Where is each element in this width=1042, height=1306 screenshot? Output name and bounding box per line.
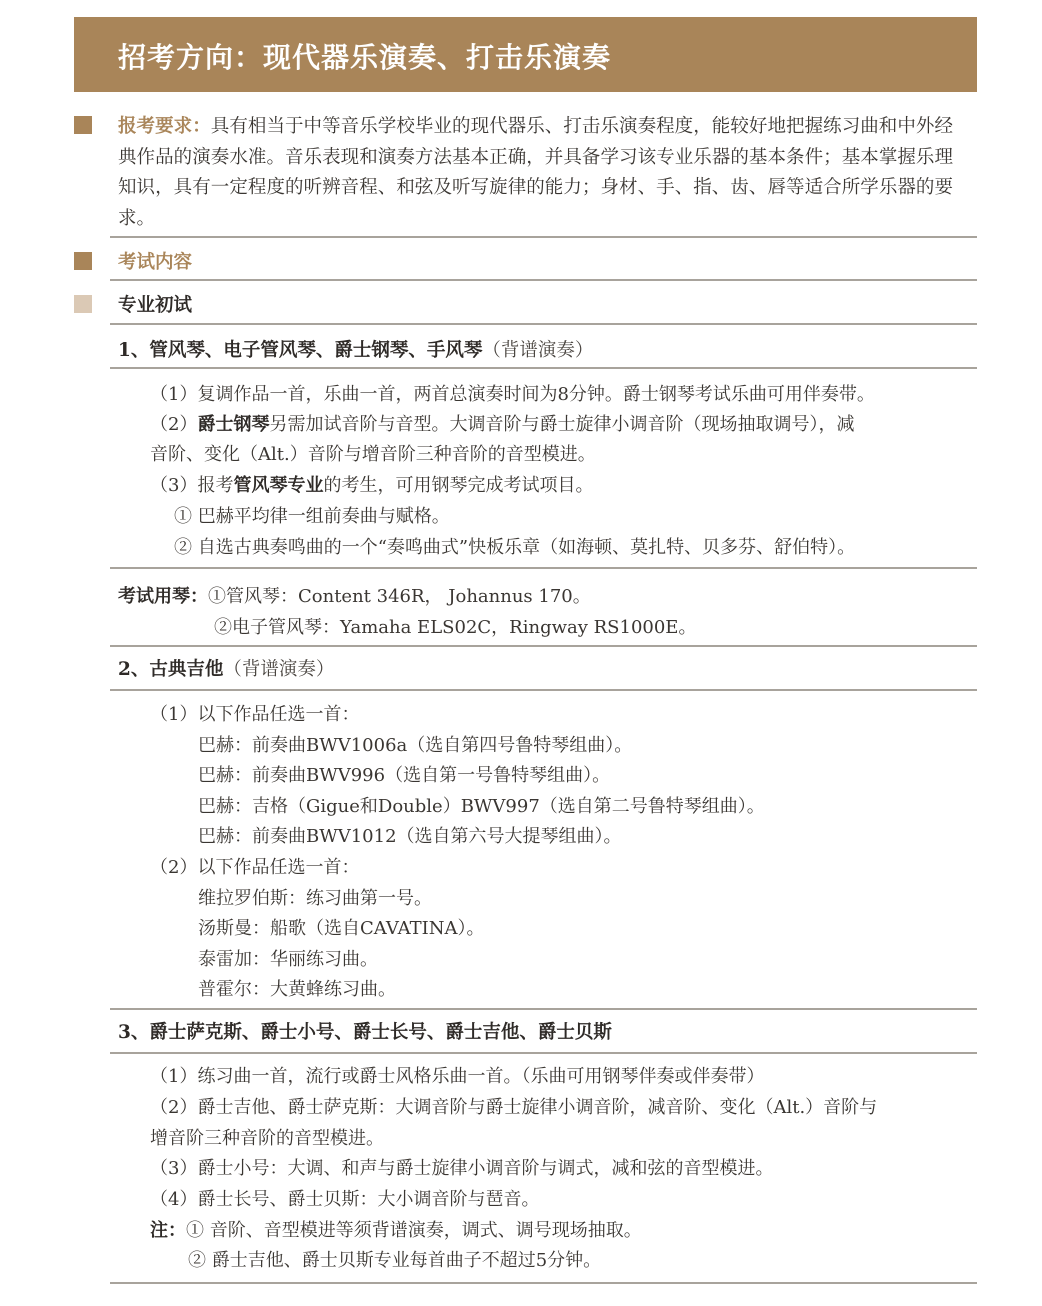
section3-item4: （4）爵士长号、爵士贝斯：大小调音阶与琶音。 xyxy=(150,1189,540,1210)
divider xyxy=(110,1052,977,1054)
section3-item1: （1）练习曲一首，流行或爵士风格乐曲一首。（乐曲可用钢琴伴奏或伴奏带） xyxy=(150,1066,765,1087)
note-label: 注： xyxy=(150,1220,186,1241)
section-marker-square xyxy=(74,252,92,270)
requirements-paragraph xyxy=(118,112,953,234)
section1-note: （背谱演奏） xyxy=(482,340,594,361)
requirements-text: 具有相当于中等音乐学校毕业的现代器乐、打击乐演奏程度，能较好地把握练习曲和中外经典作品的演奏水准。音乐表现和演奏方法基本正确，并具备学习该专业乐器的基本条件；基本掌握乐理知识，具有一定程度的听辨音程、和弦及听写旋律的能力；身材、手、指、齿、唇等适合所学乐器的要求。 xyxy=(118,116,953,229)
section3-item2: （2）爵士吉他、爵士萨克斯：大调音阶与爵士旋律小调音阶，减音阶、变化（Alt.）音阶与 xyxy=(150,1097,878,1118)
list-item: 汤斯曼：船歌（选自CAVATINA）。 xyxy=(198,918,485,939)
section1-item3: （3）报考管风琴专业的考生，可用钢琴完成考试项目。 xyxy=(150,475,594,496)
section1-item2: （2）爵士钢琴另需加试音阶与音型。大调音阶与爵士旋律小调音阶（现场抽取调号），减 xyxy=(150,414,855,435)
divider xyxy=(110,279,977,281)
section3-heading xyxy=(118,1018,612,1044)
section1-heading xyxy=(118,336,593,362)
instruments-label: 考试用琴： xyxy=(118,586,208,607)
divider xyxy=(110,236,977,238)
divider xyxy=(110,1282,977,1284)
divider xyxy=(110,567,977,569)
list-item: 维拉罗伯斯：练习曲第一号。 xyxy=(198,888,432,909)
divider xyxy=(110,367,977,369)
exam-content-heading: 考试内容 xyxy=(118,252,193,273)
section2-heading xyxy=(118,655,334,681)
page-title: 招考方向：现代器乐演奏、打击乐演奏 xyxy=(118,41,612,74)
section1-item2-line2: 音阶、变化（Alt.）音阶与增音阶三种音阶的音型模进。 xyxy=(150,444,596,465)
instruments-line2: ②电子管风琴：Yamaha ELS02C，Ringway RS1000E。 xyxy=(214,617,697,638)
jazz-piano-emphasis: 爵士钢琴 xyxy=(197,414,270,435)
divider xyxy=(110,689,977,691)
section3-item3: （3）爵士小号：大调、和声与爵士旋律小调音阶与调式，减和弦的音型模进。 xyxy=(150,1158,774,1179)
divider xyxy=(110,1008,977,1010)
requirements-label: 报考要求： xyxy=(118,116,211,137)
subsection-marker-square xyxy=(74,295,92,313)
list-item: 普霍尔：大黄蜂练习曲。 xyxy=(198,979,396,1000)
divider xyxy=(110,645,977,647)
section1-item3-sub1: ① 巴赫平均律一组前奏曲与赋格。 xyxy=(174,506,450,527)
section1-title: 1、管风琴、电子管风琴、爵士钢琴、手风琴 xyxy=(118,340,483,361)
divider xyxy=(110,323,977,325)
section2-title: 2、古典吉他 xyxy=(118,659,224,680)
list-item: 泰雷加：华丽练习曲。 xyxy=(198,949,378,970)
section3-item2-line2: 增音阶三种音阶的音型模进。 xyxy=(150,1128,384,1149)
list-item: 巴赫：前奏曲BWV1012（选自第六号大提琴组曲）。 xyxy=(198,826,622,847)
list-item: 巴赫：前奏曲BWV996（选自第一号鲁特琴组曲）。 xyxy=(198,765,611,786)
list-item: 巴赫：前奏曲BWV1006a（选自第四号鲁特琴组曲）。 xyxy=(198,735,633,756)
instruments-line1: 考试用琴：①管风琴：Content 346R， Johannus 170。 xyxy=(118,586,591,607)
section-marker-square xyxy=(74,116,92,134)
section3-note1: 注：① 音阶、音型模进等须背谱演奏，调式、调号现场抽取。 xyxy=(150,1220,642,1241)
section3-title: 3、爵士萨克斯、爵士小号、爵士长号、爵士吉他、爵士贝斯 xyxy=(118,1022,612,1043)
organ-major-emphasis: 管风琴专业 xyxy=(233,475,324,496)
section2-note: （背谱演奏） xyxy=(223,659,335,680)
section3-note2: ② 爵士吉他、爵士贝斯专业每首曲子不超过5分钟。 xyxy=(188,1250,602,1271)
list-item: 巴赫：吉格（Gigue和Double）BWV997（选自第二号鲁特琴组曲）。 xyxy=(198,796,765,817)
section2-part2-head: （2）以下作品任选一首： xyxy=(150,857,360,878)
section1-item3-sub2: ② 自选古典奏鸣曲的一个“奏鸣曲式”快板乐章（如海顿、莫扎特、贝多芬、舒伯特）。 xyxy=(174,537,856,558)
header-banner xyxy=(74,17,977,92)
section2-part1-head: （1）以下作品任选一首： xyxy=(150,704,360,725)
preliminary-heading: 专业初试 xyxy=(118,295,193,316)
section1-item1: （1）复调作品一首，乐曲一首，两首总演奏时间为8分钟。爵士钢琴考试乐曲可用伴奏带。 xyxy=(150,384,875,405)
